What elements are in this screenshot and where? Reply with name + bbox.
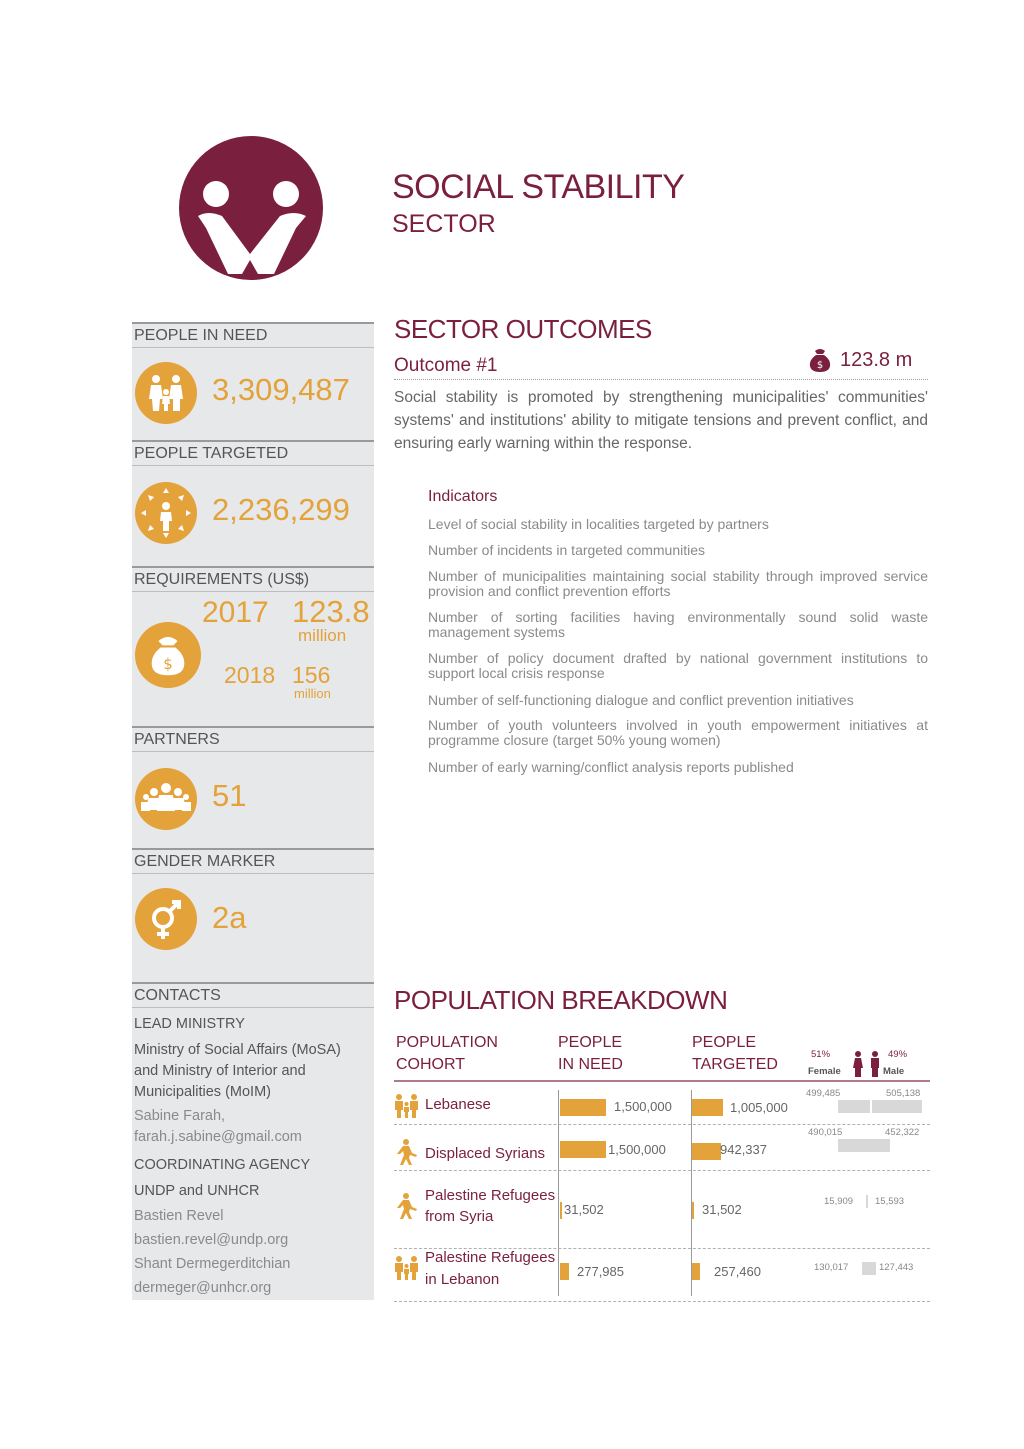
female-bar: [866, 1195, 868, 1208]
people-targeted-label: PEOPLE TARGETED: [132, 440, 374, 466]
coord-contact-email-2[interactable]: dermeger@unhcr.org: [134, 1280, 272, 1296]
row-divider: [394, 1301, 930, 1302]
col-header-need-2: IN NEED: [558, 1056, 623, 1073]
indicator-item: Level of social stability in localities targeted by partners: [428, 516, 769, 532]
lead-ministry-title: LEAD MINISTRY: [134, 1016, 245, 1032]
target-people-icon: [135, 482, 197, 544]
gender-marker-value: 2a: [212, 900, 247, 935]
requirements-amount-2018: 156: [292, 662, 331, 688]
lead-contact-name: Sabine Farah,: [134, 1108, 226, 1124]
female-bar: [838, 1100, 870, 1113]
page-subtitle: SECTOR: [392, 210, 496, 238]
outcome-divider: [394, 379, 928, 380]
svg-text:$: $: [816, 360, 824, 371]
indicator-item: Number of incidents in targeted communities: [428, 542, 706, 558]
indicator-item: Number of early warning/conflict analysis reports published: [428, 759, 794, 775]
targeted-value: 31,502: [702, 1202, 742, 1217]
targeted-value: 257,460: [714, 1264, 761, 1279]
lead-org-line3: Municipalities (MoIM): [134, 1084, 271, 1100]
requirements-amount-2017: 123.8: [292, 594, 370, 629]
in-need-value: 31,502: [564, 1202, 604, 1217]
family-icon: [393, 1254, 421, 1282]
row-divider: [394, 1124, 930, 1125]
population-breakdown-title: POPULATION BREAKDOWN: [394, 985, 728, 1015]
male-bar: [872, 1100, 922, 1113]
indicator-item: Number of self-functioning dialogue and conflict prevention initiatives: [428, 692, 854, 708]
outcome-description: Social stability is promoted by strengthening municipalities' communities' systems' and institutions' ability to mitigate tensions and prevent conflict, and ensuring early warning within the response.: [394, 389, 928, 452]
cohort-label: Palestine Refugees: [425, 1187, 556, 1204]
targeted-bar: [692, 1263, 700, 1280]
targeted-bar: [692, 1143, 721, 1160]
cohort-label: Palestine Refugees: [425, 1249, 556, 1266]
indicator-item: Number of youth volunteers involved in youth empowerment initiatives at programme closure (target 50% young women): [428, 717, 928, 748]
female-value: 130,017: [814, 1262, 849, 1273]
female-value: 490,015: [808, 1127, 843, 1138]
lead-contact-email[interactable]: farah.j.sabine@gmail.com: [134, 1129, 302, 1145]
col-header-need-1: PEOPLE: [558, 1034, 623, 1051]
page-title: SOCIAL STABILITY: [392, 168, 685, 206]
lead-org-line2: and Ministry of Interior and: [134, 1063, 306, 1079]
in-need-bar: [560, 1202, 562, 1219]
in-need-value: 1,500,000: [614, 1099, 672, 1114]
people-in-need-label: PEOPLE IN NEED: [132, 322, 374, 348]
col-header-targeted-1: PEOPLE: [692, 1034, 757, 1051]
money-bag-icon: [135, 622, 201, 688]
money-bag-icon: [806, 346, 834, 374]
coord-contact-name-2: Shant Dermegerditchian: [134, 1256, 291, 1272]
male-bar: [862, 1262, 876, 1275]
svg-text:$: $: [163, 654, 173, 673]
targeted-value: 1,005,000: [730, 1100, 788, 1115]
indicator-item: Number of municipalities maintaining social stability through improved service provision and conflict prevention efforts: [428, 568, 928, 599]
in-need-value: 277,985: [577, 1264, 624, 1279]
indicator-item: Number of policy document drafted by national government institutions to support local crisis response: [428, 650, 928, 681]
outcome-label: Outcome #1: [394, 355, 498, 376]
in-need-value: 1,500,000: [608, 1142, 666, 1157]
sidebar-panel: [132, 322, 374, 1300]
male-icon: [869, 1050, 881, 1078]
walking-person-icon: [393, 1192, 421, 1220]
gender-marker-label: GENDER MARKER: [132, 848, 374, 874]
male-label: Male: [883, 1066, 905, 1077]
table-header-divider: [394, 1080, 930, 1082]
requirements-unit-2017: million: [298, 626, 347, 645]
col-header-cohort-1: POPULATION: [396, 1034, 498, 1051]
male-value: 127,443: [879, 1262, 914, 1273]
cohort-label: Lebanese: [425, 1096, 491, 1113]
social-stability-logo: [178, 136, 328, 282]
coordinating-org: UNDP and UNHCR: [134, 1183, 260, 1199]
partners-label: PARTNERS: [132, 726, 374, 752]
female-bar: [838, 1139, 890, 1152]
row-divider: [394, 1170, 930, 1171]
requirements-year-2017: 2017: [202, 596, 269, 629]
female-label: Female: [808, 1066, 841, 1077]
col-header-cohort-2: COHORT: [396, 1056, 466, 1073]
in-need-bar: [560, 1141, 606, 1158]
family-icon: [393, 1092, 421, 1120]
female-value: 15,909: [824, 1196, 854, 1207]
lead-org-line1: Ministry of Social Affairs (MoSA): [134, 1042, 341, 1058]
indicator-item: Number of sorting facilities having environmentally sound solid waste management systems: [428, 609, 928, 640]
sector-outcomes-title: SECTOR OUTCOMES: [394, 314, 652, 344]
coord-contact-name-1: Bastien Revel: [134, 1208, 224, 1224]
people-in-need-value: 3,309,487: [212, 372, 350, 407]
female-icon: [852, 1050, 864, 1078]
male-value: 505,138: [886, 1088, 921, 1099]
male-percent: 49%: [888, 1049, 908, 1060]
targeted-bar: [692, 1202, 694, 1219]
contacts-label: CONTACTS: [132, 982, 374, 1008]
family-icon: [135, 362, 197, 424]
coordinating-agency-title: COORDINATING AGENCY: [134, 1157, 311, 1173]
targeted-bar: [692, 1099, 723, 1116]
female-percent: 51%: [811, 1049, 831, 1060]
partners-value: 51: [212, 778, 247, 813]
targeted-value: 942,337: [720, 1142, 767, 1157]
coord-contact-email-1[interactable]: bastien.revel@undp.org: [134, 1232, 289, 1248]
cohort-label-line2: from Syria: [425, 1208, 494, 1225]
outcome-amount: 123.8 m: [840, 349, 913, 371]
male-value: 452,322: [885, 1127, 920, 1138]
walking-person-icon: [393, 1138, 421, 1166]
column-divider-need: [558, 1090, 559, 1296]
requirements-year-2018: 2018: [224, 662, 276, 688]
in-need-bar: [560, 1099, 606, 1116]
requirements-label: REQUIREMENTS (US$): [132, 566, 374, 592]
cohort-label-line2: in Lebanon: [425, 1271, 500, 1288]
cohort-label: Displaced Syrians: [425, 1145, 546, 1162]
gender-icon: [135, 888, 197, 950]
requirements-unit-2018: million: [294, 686, 331, 701]
group-icon: [135, 768, 197, 830]
in-need-bar: [560, 1263, 569, 1280]
col-header-targeted-2: TARGETED: [692, 1056, 778, 1073]
male-value: 15,593: [875, 1196, 905, 1207]
indicators-title: Indicators: [428, 488, 498, 505]
female-value: 499,485: [806, 1088, 841, 1099]
people-targeted-value: 2,236,299: [212, 492, 350, 527]
